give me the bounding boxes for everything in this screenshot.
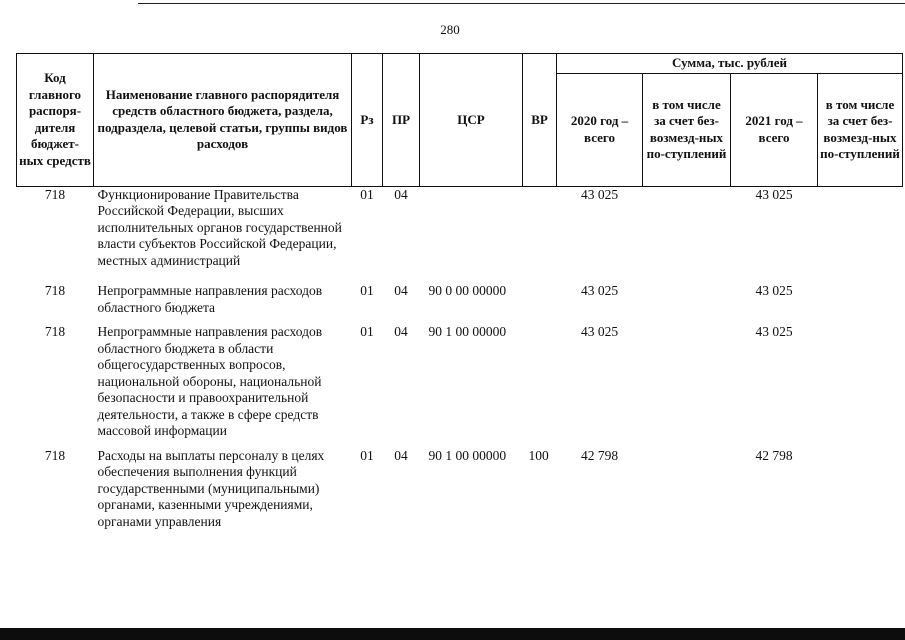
header-sum-2020: 2020 год – всего bbox=[557, 73, 643, 186]
page-number: 280 bbox=[440, 22, 460, 37]
header-vr: ВР bbox=[523, 54, 557, 187]
row-free-2020 bbox=[643, 186, 731, 283]
row-pr: 04 bbox=[394, 447, 408, 463]
header-csr: ЦСР bbox=[420, 54, 523, 187]
row-free-2021 bbox=[818, 283, 903, 324]
table-body bbox=[17, 186, 903, 530]
row-free-2020 bbox=[643, 283, 731, 324]
top-rule bbox=[138, 3, 905, 4]
header-free-2021: в том числе за счет без-возмезд-ных по-ступлений bbox=[818, 73, 903, 186]
table-header bbox=[17, 54, 903, 187]
row-csr: 90 1 00 00000 bbox=[428, 447, 507, 463]
row-code: 718 bbox=[44, 447, 66, 463]
row-name: Функционирование Правительства Российской Федерации, высших исполнительных органов государственной власти субъектов Российской Федерации, местных администраций bbox=[97, 186, 342, 268]
row-name: Непрограммные направления расходов областного бюджета в области общегосударственных вопросов, национальной обороны, национальной безопасности и правоохранительной деятельности, а также в сфере средств массовой информации bbox=[97, 324, 323, 438]
table-row bbox=[17, 283, 903, 324]
row-rz: 01 bbox=[360, 186, 374, 202]
row-rz: 01 bbox=[360, 283, 374, 298]
budget-table bbox=[16, 53, 903, 530]
row-sum-2020: 42 798 bbox=[580, 447, 619, 463]
row-sum-2021: 43 025 bbox=[755, 324, 793, 339]
row-code: 718 bbox=[44, 324, 66, 339]
table-row bbox=[17, 324, 903, 448]
row-pr: 04 bbox=[394, 186, 408, 202]
row-pr: 04 bbox=[394, 283, 408, 298]
row-sum-2021: 42 798 bbox=[755, 447, 793, 463]
header-sum-2021: 2021 год – всего bbox=[731, 73, 818, 186]
row-sum-2020: 43 025 bbox=[580, 283, 619, 298]
row-vr bbox=[523, 324, 557, 448]
row-rz: 01 bbox=[360, 324, 374, 339]
row-free-2020 bbox=[643, 324, 731, 448]
row-sum-2021: 43 025 bbox=[755, 283, 793, 298]
row-csr: 90 1 00 00000 bbox=[428, 324, 507, 339]
row-free-2021 bbox=[818, 324, 903, 448]
bottom-scan-bar bbox=[0, 628, 905, 640]
header-name: Наименование главного распорядителя средств областного бюджета, раздела, подраздела, целевой статьи, группы видов расходов bbox=[94, 54, 352, 187]
header-pr: ПР bbox=[383, 54, 420, 187]
row-vr: 100 bbox=[528, 447, 549, 463]
row-sum-2020: 43 025 bbox=[580, 186, 619, 202]
row-sum-2021: 43 025 bbox=[755, 186, 793, 202]
header-sum-group: Сумма, тыс. рублей bbox=[557, 54, 903, 74]
row-name: Расходы на выплаты персоналу в целях обеспечения выполнения функций государственными (муниципальными) органами, казенными учреждениями, органами управления bbox=[97, 447, 325, 529]
row-csr: 90 0 00 00000 bbox=[428, 283, 507, 298]
row-free-2021 bbox=[818, 186, 903, 283]
header-rz: Рз bbox=[352, 54, 383, 187]
row-name: Непрограммные направления расходов областного бюджета bbox=[97, 283, 323, 315]
row-code: 718 bbox=[44, 186, 66, 202]
row-csr bbox=[420, 186, 523, 283]
row-free-2020 bbox=[643, 448, 731, 531]
row-rz: 01 bbox=[360, 447, 374, 463]
header-code: Код главного распоря-дителя бюджет-ных средств bbox=[17, 54, 94, 187]
header-free-2020: в том числе за счет без-возмезд-ных по-ступлений bbox=[643, 73, 731, 186]
row-vr bbox=[523, 186, 557, 283]
table-row bbox=[17, 448, 903, 531]
row-free-2021 bbox=[818, 448, 903, 531]
row-pr: 04 bbox=[394, 324, 408, 339]
row-code: 718 bbox=[44, 283, 66, 298]
row-vr bbox=[523, 283, 557, 324]
table-row bbox=[17, 186, 903, 283]
row-sum-2020: 43 025 bbox=[580, 324, 619, 339]
